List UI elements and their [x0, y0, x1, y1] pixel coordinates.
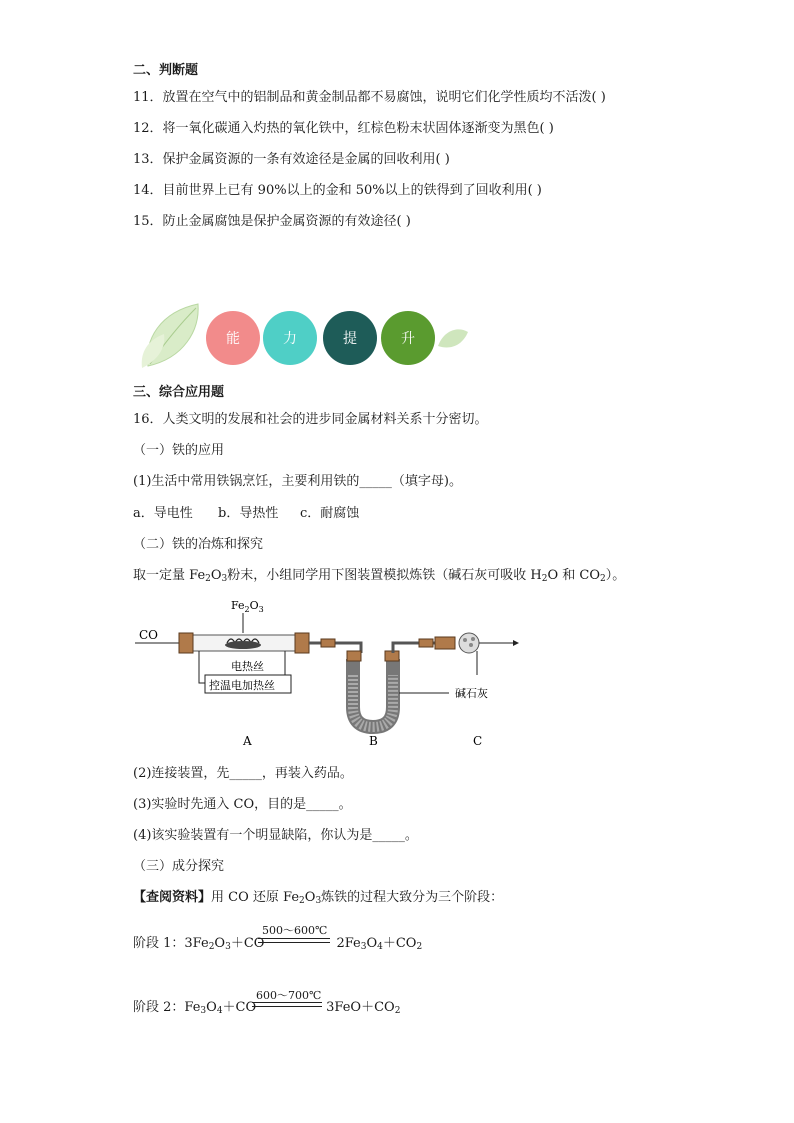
s2-sub2: 2: [394, 1006, 401, 1016]
sub-question-2: (2)连接装置，先_____，再装入药品。: [133, 766, 353, 781]
s2-plus-co: ＋CO: [222, 1000, 257, 1015]
ref-sub-3: 3: [315, 896, 322, 906]
sub-2: 2: [205, 574, 211, 584]
soda-lime-label: 碱石灰: [455, 687, 488, 700]
stage-2-label: 阶段 2：Fe: [133, 1000, 201, 1015]
question-12: 12．将一氧化碳通入灼热的氧化铁中，红棕色粉末状固体逐渐变为黑色( ): [133, 121, 554, 136]
reference-materials: [133, 891, 503, 906]
option-a: a．导电性: [133, 506, 193, 521]
question-11: 11．放置在空气中的铝制品和黄金制品都不易腐蚀，说明它们化学性质均不活泼( ): [133, 90, 606, 105]
s1-sub3b: 3: [360, 942, 367, 952]
label-b: B: [369, 734, 378, 747]
question-15: 15．防止金属腐蚀是保护金属资源的有效途径( ): [133, 214, 411, 229]
part-3-heading: （三）成分探究: [133, 859, 225, 874]
fe2o3-label: $Fe_2O_3$: [231, 599, 264, 614]
leaf-decoration-right: [436, 324, 470, 354]
part-2-heading: （二）铁的冶炼和探究: [133, 537, 264, 552]
intro-text-c: O 和 CO: [547, 568, 601, 583]
sub-question-1: (1)生活中常用铁锅烹饪，主要利用铁的_____（填字母)。: [133, 474, 462, 489]
s1-plus-co2: ＋CO: [382, 936, 417, 951]
s2-sub3: 3: [200, 1006, 207, 1016]
heater-wire-label: 电热丝: [231, 660, 264, 673]
co-inlet-label: CO: [139, 628, 159, 642]
ref-sub-2: 2: [299, 896, 305, 906]
reference-text-a: 用 CO 还原 Fe: [211, 890, 300, 905]
badge-li: 力: [263, 311, 317, 365]
option-c: c．耐腐蚀: [300, 506, 360, 521]
s2-o: O: [206, 1000, 217, 1015]
s1-o2: O: [366, 936, 378, 951]
stage-2-condition: 600～700℃: [256, 989, 322, 1002]
stage-1-double-line: [258, 938, 330, 943]
part-1-heading: （一）铁的应用: [133, 443, 225, 458]
badge-sheng: 升: [381, 311, 435, 365]
reference-text-b: 炼铁的过程大致分为三个阶段：: [321, 890, 504, 905]
reference-bracket: 【查阅资料】: [133, 890, 212, 905]
leaf-decoration-left: [140, 300, 210, 370]
sub-question-4: (4)该实验装置有一个明显缺陷，你认为是_____。: [133, 828, 418, 843]
badge-ti: 提: [323, 311, 377, 365]
section-2-title: 二、判断题: [133, 63, 199, 78]
badge-neng: 能: [206, 311, 260, 365]
intro-text-a: 取一定量 Fe: [133, 568, 206, 583]
s1-sub3: 3: [225, 942, 231, 952]
intro-text-d: ）。: [605, 568, 626, 583]
option-b: b．导热性: [218, 506, 279, 521]
ref-o: O: [304, 890, 316, 905]
intro-o: O: [210, 568, 222, 583]
stage-1-product: 2Fe: [336, 936, 361, 951]
stage-2-product: 3FeO＋CO: [326, 1000, 395, 1015]
stage-1-label: 阶段 1：3Fe: [133, 936, 209, 951]
intro-text-b: 粉末，小组同学用下图装置模拟炼铁（碱石灰可吸收 H: [227, 568, 542, 583]
section-3-title: 三、综合应用题: [133, 385, 225, 400]
sub-question-3: (3)实验时先通入 CO，目的是_____。: [133, 797, 352, 812]
label-c: C: [473, 734, 483, 747]
s1-sub4: 4: [377, 942, 383, 952]
s2-sub4: 4: [216, 1006, 223, 1016]
question-14: 14．目前世界上已有 90%以上的金和 50%以上的铁得到了回收利用( ): [133, 183, 542, 198]
stage-2-double-line: [252, 1002, 322, 1007]
sub-3: 3: [221, 574, 228, 584]
sub-2b: 2: [541, 574, 548, 584]
experiment-intro: [133, 569, 625, 584]
sub-2c: 2: [600, 574, 606, 584]
s1-plus-co: ＋CO: [230, 936, 265, 951]
label-a: A: [243, 734, 252, 747]
stage-1-condition: 500～600℃: [262, 924, 328, 937]
s1-sub2: 2: [208, 942, 215, 952]
s1-o: O: [214, 936, 226, 951]
control-box-label: 控温电加热丝: [209, 679, 275, 692]
question-13: 13．保护金属资源的一条有效途径是金属的回收利用( ): [133, 152, 450, 167]
s1-sub2b: 2: [416, 942, 423, 952]
question-16-intro: 16．人类文明的发展和社会的进步同金属材料关系十分密切。: [133, 412, 488, 427]
apparatus-diagram: [135, 597, 535, 747]
